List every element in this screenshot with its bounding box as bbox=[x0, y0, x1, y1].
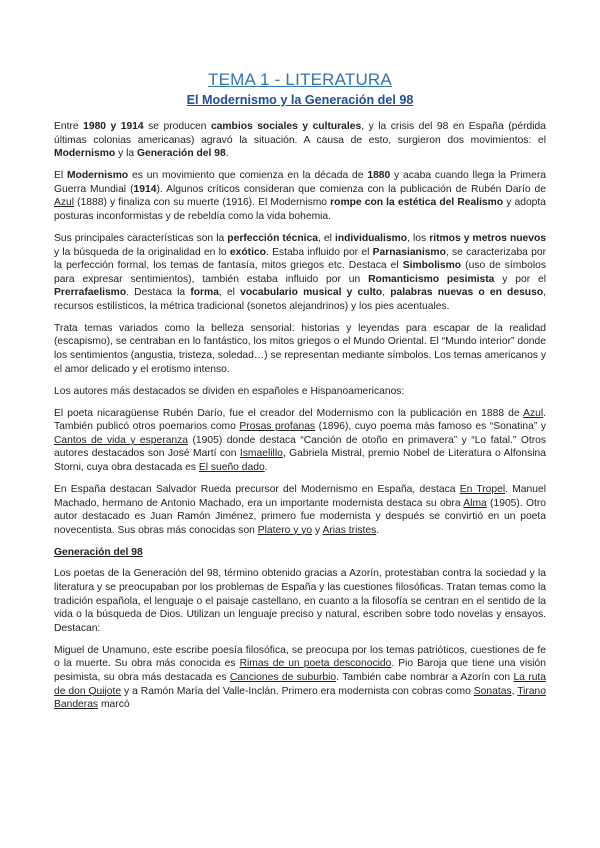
document-subtitle: El Modernismo y la Generación del 98 bbox=[186, 93, 414, 107]
paragraph-espana: En España destacan Salvador Rueda precursor del Modernismo en España, destaca En Tropel. Manuel Machado, hermano de Antonio Machado, era un importante modernista destaca su obra Alma (1905). Otro autor destacado es Juan Ramón Jiménez, primero fue modernista y después se convirtió en un poeta novecentista. Sus obras más conocidas son Platero y yo y Arias tristes. bbox=[54, 484, 546, 536]
document-page bbox=[54, 70, 546, 720]
paragraph-modernismo: El Modernismo es un movimiento que comienza en la década de 1880 y acaba cuando llega la Primera Guerra Mundial (1914). Algunos críticos consideran que comienza con la publicación de Rubén Darío de Azul (1888) y finaliza con su muerte (1916). El Modernismo rompe con la estética del Realismo y adopta posturas inconformistas y de rebeldía como la vida bohemia. bbox=[54, 170, 546, 222]
paragraph-autores: Los autores más destacados se dividen en españoles e Hispanoamericanos: bbox=[54, 385, 405, 397]
paragraph-generacion-98: Los poetas de la Generación del 98, término obtenido gracias a Azorín, protestaban contra la sociedad y la literatura y se preocupaban por los problemas de España y las cuestiones filosóficas. Tratan temas como la tradición española, el lenguaje o el paisaje castellano, en cuanto a la filosofía se centran en el sentido de la vida o la búsqueda de Dios. Utilizan un lenguaje preciso y natural, escriben sobre todo novelas y ensayos. Destacan: bbox=[54, 568, 546, 634]
section-heading-generacion-98: Generación del 98 bbox=[54, 546, 143, 558]
paragraph-autores-98: Miguel de Unamuno, este escribe poesía filosófica, se preocupa por los temas patrióticos, cuestiones de fe o la muerte. Su obra más conocida es Rimas de un poeta desconocido. Pio Baroja que tiene una visión pesimista, su obra más destacada es Canciones de suburbio. También cabe nombrar a Azorín con La ruta de don Quijote y a Ramón María del Valle-Inclán. Primero era modernista con cobras como Sonatas, Tirano Banderas marcó bbox=[54, 644, 547, 711]
document-title: TEMA 1 - LITERATURA bbox=[208, 70, 392, 89]
paragraph-caracteristicas: Sus principales características son la perfección técnica, el individualismo, los ritmos y metros nuevos y la búsqueda de la originalidad en lo exótico. Estaba influido por el Parnasianismo, se caracterizaba por la perfección formal, los temas de fantasía, mitos griegos etc. Destaca el Simbolismo (uso de símbolos para expresar sentimientos), también estaba influido por un Romanticismo pesimista y por el Prerrafaelismo. Destaca la forma, el vocabulario musical y culto, palabras nuevas o en desuso, recursos estilísticos, la métrica tradicional (sonetos alejandrinos) y los pies acentuales. bbox=[54, 232, 547, 312]
paragraph-ruben-dario: El poeta nicaragüense Rubén Darío, fue el creador del Modernismo con la publicación en 1888 de Azul. También publicó otros poemarios como Prosas profanas (1896), cuyo poema más famoso es “Sonatina” y Cantos de vida y esperanza (1905) donde destaca “Canción de otoño en primavera” y “Lo fatal.” Otros autores destacados son José Martí con Ismaelillo, Gabriela Mistral, premio Nobel de Literatura o Alfonsina Storni, cuya obra destacada es El sueño dado. bbox=[54, 407, 547, 474]
paragraph-intro: Entre 1980 y 1914 se producen cambios sociales y culturales, y la crisis del 98 en España (pérdida últimas colonias americanas) agravó la situación. A causa de esto, surgieron dos movimientos: el Modernismo y la Generación del 98. bbox=[54, 121, 546, 160]
paragraph-temas: Trata temas variados como la belleza sensorial: historias y leyendas para escapar de la realidad (escapismo), se centraban en lo fantástico, los mitos griegos o el Mundo Oriental. El “Mundo interior” donde los sentimientos (angustia, tristeza, soledad…) se representan mediante símbolos. Los temas americanos y el amor delicado y el erotismo intenso. bbox=[54, 322, 546, 375]
